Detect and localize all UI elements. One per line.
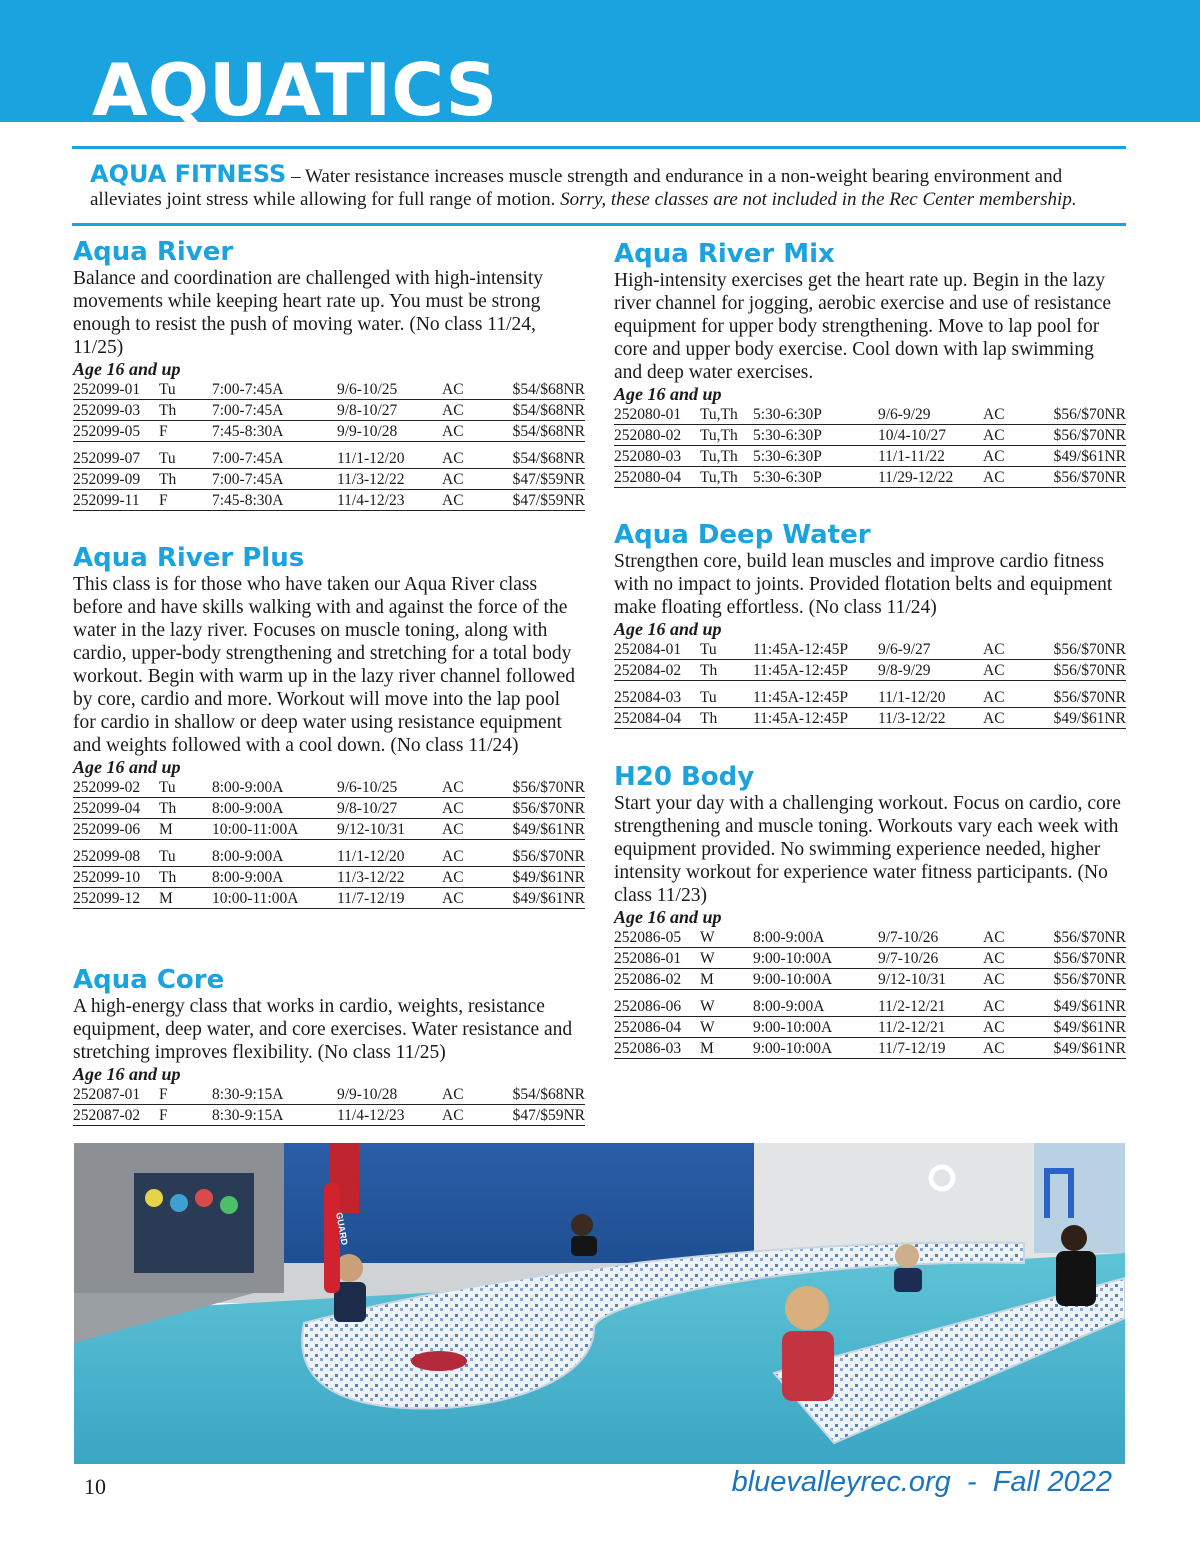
swimmer (571, 1214, 593, 1236)
course-code: 252099-08 (73, 840, 159, 867)
time: 9:00-10:00A (753, 948, 878, 969)
rescue-tube-text: GUARD (334, 1211, 350, 1246)
table-row (614, 660, 1126, 681)
fee: $49/$61NR (504, 888, 585, 909)
day: Th (159, 469, 212, 490)
day: M (159, 888, 212, 909)
fee: $56/$70NR (504, 840, 585, 867)
section-title: H20 Body (614, 762, 755, 792)
section-description: A high-energy class that works in cardio, weights, resistance equipment, deep water, and core exercises. Water resistance and stretching improves flexibility. (No class 11/25) (73, 996, 573, 1063)
day: Tu (159, 379, 212, 400)
dates: 11/1-12/20 (878, 681, 983, 708)
schedule-table (614, 404, 1126, 488)
table-row (614, 404, 1126, 425)
dates: 11/4-12/23 (337, 490, 442, 511)
fee: $56/$70NR (1045, 467, 1126, 488)
fee: $56/$70NR (504, 798, 585, 819)
dates: 11/2-12/21 (878, 990, 983, 1017)
day: Tu,Th (700, 425, 753, 446)
table-row (73, 490, 585, 511)
age-requirement: Age 16 and up (73, 359, 181, 379)
course-code: 252086-04 (614, 1017, 700, 1038)
table-row (614, 681, 1126, 708)
page-title: AQUATICS (92, 48, 498, 132)
course-code: 252099-06 (73, 819, 159, 840)
fee: $49/$61NR (1045, 1017, 1126, 1038)
section-title: Aqua River Mix (614, 239, 835, 269)
day: Th (159, 798, 212, 819)
course-code: 252099-05 (73, 421, 159, 442)
course-code: 252099-02 (73, 777, 159, 798)
section-description: Balance and coordination are challenged with high-intensity movements while keeping heart rate up. You must be strong enough to resist the push of moving water. (No class 11/24, 11/25) (73, 268, 544, 358)
swimmer (895, 1244, 919, 1268)
section-title: Aqua River Plus (73, 543, 305, 573)
day: Tu (700, 639, 753, 660)
location: AC (983, 446, 1045, 467)
fee: $47/$59NR (504, 1105, 585, 1126)
time: 8:00-9:00A (212, 798, 337, 819)
location: AC (983, 708, 1045, 729)
age-requirement: Age 16 and up (614, 619, 722, 639)
fee: $56/$70NR (1045, 927, 1126, 948)
day: Th (700, 660, 753, 681)
section-aqua-core (73, 965, 585, 1126)
section-aqua-deep-water (614, 520, 1126, 729)
location: AC (983, 990, 1045, 1017)
intro-text: – Water resistance increases muscle strength and endurance in a non-weight bearing environment and alleviates joint stress while allowing for full range of motion. (90, 166, 1063, 210)
fee: $47/$59NR (504, 469, 585, 490)
time: 9:00-10:00A (753, 969, 878, 990)
location: AC (442, 400, 504, 421)
course-code: 252099-09 (73, 469, 159, 490)
day: W (700, 927, 753, 948)
schedule-table (614, 639, 1126, 729)
location: AC (442, 777, 504, 798)
table-row (73, 379, 585, 400)
day: Tu (159, 777, 212, 798)
section-description: Start your day with a challenging workout. Focus on cardio, core strengthening and muscle toning. Workouts vary each week with equipment provided. No swimming experience needed, higher intensity workout for experience water fitness participants. (No class 11/23) (614, 793, 1121, 906)
section-aqua-river-mix (614, 239, 1126, 488)
location: AC (442, 798, 504, 819)
section-aqua-river (73, 237, 585, 511)
location: AC (442, 888, 504, 909)
time: 8:00-9:00A (212, 867, 337, 888)
dates: 11/1-11/22 (878, 446, 983, 467)
time: 9:00-10:00A (753, 1038, 878, 1059)
pool-photo (74, 1143, 1125, 1464)
time: 11:45A-12:45P (753, 660, 878, 681)
location: AC (442, 1105, 504, 1126)
dates: 11/3-12/22 (878, 708, 983, 729)
time: 8:00-9:00A (212, 840, 337, 867)
day: M (159, 819, 212, 840)
fee: $56/$70NR (504, 777, 585, 798)
fee: $49/$61NR (1045, 708, 1126, 729)
course-code: 252099-01 (73, 379, 159, 400)
course-code: 252099-04 (73, 798, 159, 819)
table-row (614, 639, 1126, 660)
dates: 9/7-10/26 (878, 948, 983, 969)
table-row (614, 1017, 1126, 1038)
time: 7:00-7:45A (212, 469, 337, 490)
dates: 9/6-9/27 (878, 639, 983, 660)
day: Tu (159, 840, 212, 867)
fee: $49/$61NR (1045, 1038, 1126, 1059)
equipment-rack (134, 1173, 254, 1273)
location: AC (983, 948, 1045, 969)
intro-lead: AQUA FITNESS (90, 160, 287, 188)
fee: $54/$68NR (504, 421, 585, 442)
dates: 11/4-12/23 (337, 1105, 442, 1126)
course-code: 252086-05 (614, 927, 700, 948)
schedule-table (73, 777, 585, 909)
course-code: 252084-03 (614, 681, 700, 708)
dates: 10/4-10/27 (878, 425, 983, 446)
course-code: 252099-07 (73, 442, 159, 469)
fee: $49/$61NR (504, 867, 585, 888)
location: AC (983, 660, 1045, 681)
time: 7:45-8:30A (212, 421, 337, 442)
swimmer (1061, 1225, 1087, 1251)
table-row (73, 421, 585, 442)
location: AC (442, 819, 504, 840)
age-requirement: Age 16 and up (614, 907, 722, 927)
location: AC (442, 1084, 504, 1105)
rescue-tube (324, 1183, 340, 1293)
day: F (159, 490, 212, 511)
dates: 9/8-10/27 (337, 400, 442, 421)
fee: $56/$70NR (1045, 639, 1126, 660)
island-drain (411, 1351, 467, 1371)
time: 5:30-6:30P (753, 467, 878, 488)
day: Tu (700, 681, 753, 708)
location: AC (442, 379, 504, 400)
location: AC (983, 681, 1045, 708)
dates: 11/3-12/22 (337, 867, 442, 888)
course-code: 252086-01 (614, 948, 700, 969)
day: M (700, 1038, 753, 1059)
table-row (73, 400, 585, 421)
time: 10:00-11:00A (212, 888, 337, 909)
page-number: 10 (84, 1474, 106, 1499)
dates: 11/1-12/20 (337, 442, 442, 469)
day: Tu (159, 442, 212, 469)
dates: 9/8-9/29 (878, 660, 983, 681)
fee: $56/$70NR (1045, 969, 1126, 990)
dates: 11/7-12/19 (337, 888, 442, 909)
schedule-table (73, 1084, 585, 1126)
day: W (700, 990, 753, 1017)
fee: $54/$68NR (504, 1084, 585, 1105)
location: AC (442, 490, 504, 511)
section-description: High-intensity exercises get the heart rate up. Begin in the lazy river channel for jogging, aerobic exercise and use of resistance equipment for upper body strengthening. Move to lap pool for core and upper body exercise. Cool down with lap swimming and deep water exercises. (614, 270, 1112, 383)
dates: 11/1-12/20 (337, 840, 442, 867)
course-code: 252084-01 (614, 639, 700, 660)
table-row (73, 1105, 585, 1126)
course-code: 252080-04 (614, 467, 700, 488)
course-code: 252087-01 (73, 1084, 159, 1105)
time: 7:00-7:45A (212, 379, 337, 400)
table-row (73, 1084, 585, 1105)
location: AC (983, 639, 1045, 660)
table-row (73, 442, 585, 469)
table-row (614, 948, 1126, 969)
dates: 9/6-10/25 (337, 777, 442, 798)
table-row (73, 819, 585, 840)
time: 5:30-6:30P (753, 446, 878, 467)
course-code: 252084-04 (614, 708, 700, 729)
time: 5:30-6:30P (753, 425, 878, 446)
course-code: 252099-12 (73, 888, 159, 909)
time: 10:00-11:00A (212, 819, 337, 840)
table-row (614, 708, 1126, 729)
table-row (614, 1038, 1126, 1059)
table-row (614, 969, 1126, 990)
course-code: 252084-02 (614, 660, 700, 681)
section-title: Aqua River (73, 237, 234, 267)
day: Tu,Th (700, 404, 753, 425)
fee: $54/$68NR (504, 442, 585, 469)
time: 11:45A-12:45P (753, 639, 878, 660)
dates: 9/8-10/27 (337, 798, 442, 819)
dates: 9/12-10/31 (337, 819, 442, 840)
location: AC (983, 404, 1045, 425)
day: F (159, 1105, 212, 1126)
dates: 11/3-12/22 (337, 469, 442, 490)
time: 9:00-10:00A (753, 1017, 878, 1038)
course-code: 252099-10 (73, 867, 159, 888)
location: AC (983, 1038, 1045, 1059)
time: 7:00-7:45A (212, 400, 337, 421)
section-description: Strengthen core, build lean muscles and improve cardio fitness with no impact to joints. Provided flotation belts and equipment make floating effortless. (No class 11/24) (614, 551, 1113, 618)
location: AC (983, 467, 1045, 488)
time: 11:45A-12:45P (753, 708, 878, 729)
dates: 9/12-10/31 (878, 969, 983, 990)
location: AC (983, 1017, 1045, 1038)
location: AC (442, 867, 504, 888)
table-row (614, 990, 1126, 1017)
fee: $54/$68NR (504, 400, 585, 421)
day: W (700, 1017, 753, 1038)
course-code: 252086-03 (614, 1038, 700, 1059)
time: 8:00-9:00A (753, 927, 878, 948)
table-row (73, 888, 585, 909)
location: AC (442, 442, 504, 469)
course-code: 252080-02 (614, 425, 700, 446)
dates: 11/7-12/19 (878, 1038, 983, 1059)
intro-top-rule (72, 146, 1126, 149)
table-row (73, 840, 585, 867)
location: AC (983, 927, 1045, 948)
table-row (614, 425, 1126, 446)
fee: $56/$70NR (1045, 681, 1126, 708)
time: 8:00-9:00A (212, 777, 337, 798)
day: W (700, 948, 753, 969)
section-aqua-river-plus (73, 543, 585, 909)
location: AC (983, 425, 1045, 446)
day: Tu,Th (700, 467, 753, 488)
location: AC (983, 969, 1045, 990)
time: 7:45-8:30A (212, 490, 337, 511)
age-requirement: Age 16 and up (73, 1064, 181, 1084)
schedule-table (73, 379, 585, 511)
location: AC (442, 469, 504, 490)
day: M (700, 969, 753, 990)
fee: $56/$70NR (1045, 425, 1126, 446)
day: F (159, 421, 212, 442)
table-row (614, 467, 1126, 488)
time: 11:45A-12:45P (753, 681, 878, 708)
day: Th (700, 708, 753, 729)
footer-site-link[interactable]: bluevalleyrec.org - Fall 2022 (731, 1466, 1112, 1498)
location: AC (442, 840, 504, 867)
day: Tu,Th (700, 446, 753, 467)
dates: 9/6-10/25 (337, 379, 442, 400)
location: AC (442, 421, 504, 442)
course-code: 252086-02 (614, 969, 700, 990)
pool-illustration (74, 1143, 1125, 1464)
course-code: 252080-03 (614, 446, 700, 467)
course-code: 252099-11 (73, 490, 159, 511)
course-code: 252086-06 (614, 990, 700, 1017)
course-code: 252087-02 (73, 1105, 159, 1126)
time: 8:30-9:15A (212, 1084, 337, 1105)
course-code: 252080-01 (614, 404, 700, 425)
dates: 11/2-12/21 (878, 1017, 983, 1038)
age-requirement: Age 16 and up (73, 757, 181, 777)
intro-bottom-rule (72, 223, 1126, 226)
section-title: Aqua Core (73, 965, 225, 995)
section-title: Aqua Deep Water (614, 520, 871, 550)
dates: 9/9-10/28 (337, 421, 442, 442)
fee: $49/$61NR (1045, 446, 1126, 467)
table-row (614, 446, 1126, 467)
table-row (73, 798, 585, 819)
day: F (159, 1084, 212, 1105)
fee: $56/$70NR (1045, 660, 1126, 681)
age-requirement: Age 16 and up (614, 384, 722, 404)
fee: $56/$70NR (1045, 404, 1126, 425)
table-row (73, 469, 585, 490)
time: 8:00-9:00A (753, 990, 878, 1017)
time: 8:30-9:15A (212, 1105, 337, 1126)
table-row (73, 777, 585, 798)
fee: $49/$61NR (1045, 990, 1126, 1017)
fee: $56/$70NR (1045, 948, 1126, 969)
dates: 11/29-12/22 (878, 467, 983, 488)
table-row (614, 927, 1126, 948)
section-h20-body (614, 762, 1126, 1059)
intro-paragraph (90, 160, 1130, 211)
course-code: 252099-03 (73, 400, 159, 421)
day: Th (159, 400, 212, 421)
section-description: This class is for those who have taken our Aqua River class before and have skills walking with and against the force of the water in the lazy river. Focuses on muscle toning, along with cardio, upper-body strengthening and stretching for a total body workout. Begin with warm up in the lazy river channel followed by core, cardio and more. Workout will move into the lap pool for cardio in shallow or deep water using resistance equipment and weights followed with a cool down. (No class 11/24) (73, 574, 575, 756)
fee: $49/$61NR (504, 819, 585, 840)
dates: 9/7-10/26 (878, 927, 983, 948)
schedule-table (614, 927, 1126, 1059)
dates: 9/9-10/28 (337, 1084, 442, 1105)
fee: $47/$59NR (504, 490, 585, 511)
dates: 9/6-9/29 (878, 404, 983, 425)
swimmer (785, 1286, 829, 1330)
time: 5:30-6:30P (753, 404, 878, 425)
time: 7:00-7:45A (212, 442, 337, 469)
day: Th (159, 867, 212, 888)
fee: $54/$68NR (504, 379, 585, 400)
table-row (73, 867, 585, 888)
intro-note: Sorry, these classes are not included in the Rec Center membership. (560, 189, 1077, 210)
